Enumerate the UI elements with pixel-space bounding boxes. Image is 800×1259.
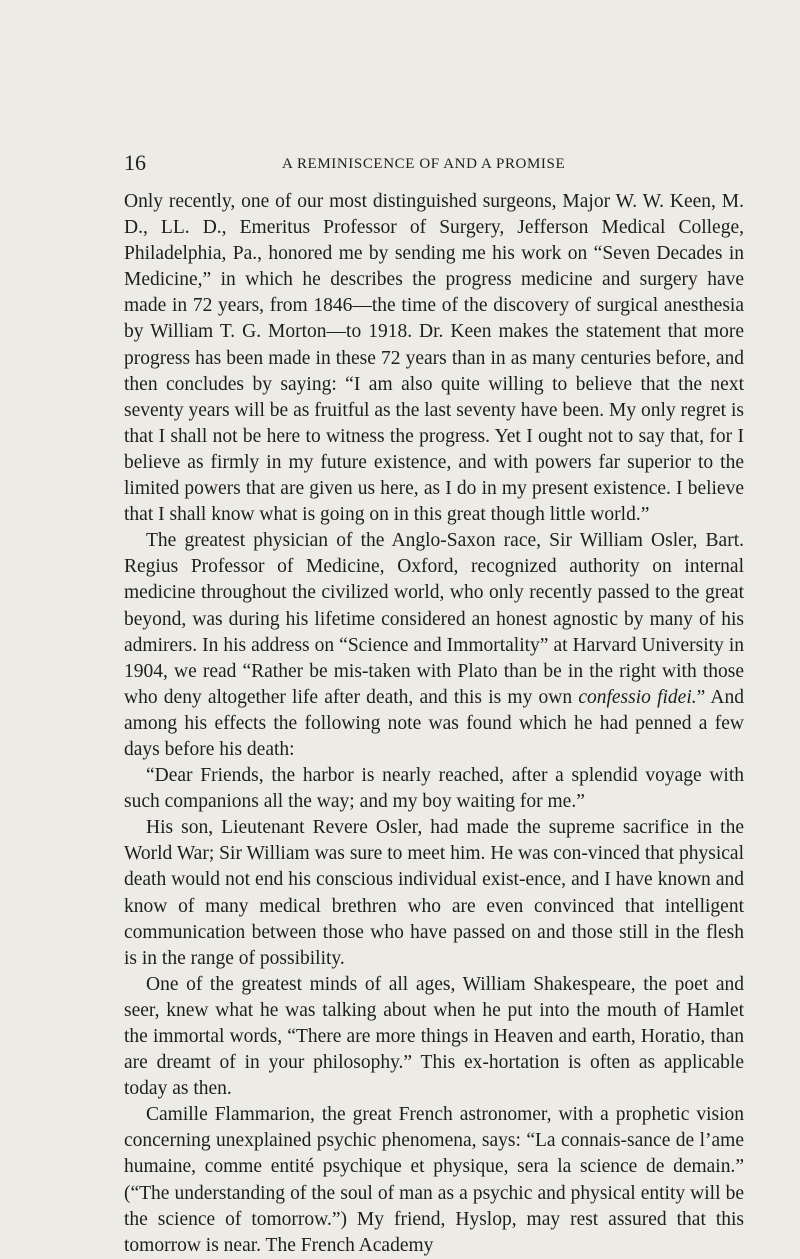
paragraph-shakespeare: One of the greatest minds of all ages, William Shakespeare, the poet and seer, knew what he was talking about when he put into the mouth of Hamlet the immortal words, “There are more things in Heaven and earth, Horatio, than are dreamt of in your philosophy.” This ex-hortation is often as applicable today as then. bbox=[124, 973, 744, 1100]
page-number: 16 bbox=[124, 150, 146, 175]
paragraph-osler-text-after: ” And among his effects the following note was found which he had penned a few days before his death: bbox=[124, 686, 744, 760]
paragraph-osler bbox=[124, 528, 744, 763]
paragraph-revere-osler: His son, Lieutenant Revere Osler, had made the supreme sacrifice in the World War; Sir William was sure to meet him. He was con-vinced that physical death would not end his conscious individual exist-ence, and I have known and know of many medical brethren who are even convinced that intelligent communication between those who have passed on and those still in the flesh is in the range of possibility. bbox=[124, 817, 744, 969]
paragraph-flammarion: Camille Flammarion, the great French astronomer, with a prophetic vision concerning unexplained psychic phenomena, says: “La connais-sance de l’ame humaine, comme entité psychique et physique, sera la science de demain.” (“The understanding of the soul of man as a psychic and physical entity will be the science of tomorrow.”) My friend, Hyslop, may rest assured that this tomorrow is near. The French Academy bbox=[124, 1104, 744, 1256]
paragraph-keen: Only recently, one of our most distinguished surgeons, Major W. W. Keen, M. D., LL. D., Emeritus Professor of Surgery, Jefferson Medical College, Philadelphia, Pa., honored me by sending me his work on “Seven Decades in Medicine,” in which he describes the progress medicine and surgery have made in 72 years, from 1846—the time of the discovery of surgical anesthesia by William T. G. Morton—to 1918. Dr. Keen makes the statement that more progress has been made in these 72 years than in as many centuries before, and then concludes by saying: “I am also quite willing to believe that the next seventy years will be as fruitful as the last seventy have been. My only regret is that I shall not be here to witness the progress. Yet I ought not to say that, for I believe as firmly in my future existence, and with powers far superior to the limited powers that are given us here, as I do in my present existence. I believe that I shall know what is going on in this great though little world.” bbox=[124, 191, 744, 526]
paragraph-osler-text-before: The greatest physician of the Anglo-Saxon race, Sir William Osler, Bart. Regius Professor of Medicine, Oxford, recognized authority on internal medicine throughout the civilized world, who only recently passed to the great beyond, was during his lifetime considered an honest agnostic by many of his admirers. In his address on “Science and Immortality” at Harvard University in 1904, we read “Rather be mis-taken with Plato than be in the right with those who deny altogether life after death, and this is my own bbox=[124, 530, 744, 708]
body-text bbox=[124, 189, 744, 1259]
page-header bbox=[124, 151, 744, 175]
paragraph-osler-note: “Dear Friends, the harbor is nearly reached, after a splendid voyage with such companions all the way; and my boy waiting for me.” bbox=[124, 765, 744, 813]
paragraph-osler-italic: confessio fidei. bbox=[578, 686, 697, 708]
running-head: A REMINISCENCE OF AND A PROMISE bbox=[282, 156, 566, 172]
